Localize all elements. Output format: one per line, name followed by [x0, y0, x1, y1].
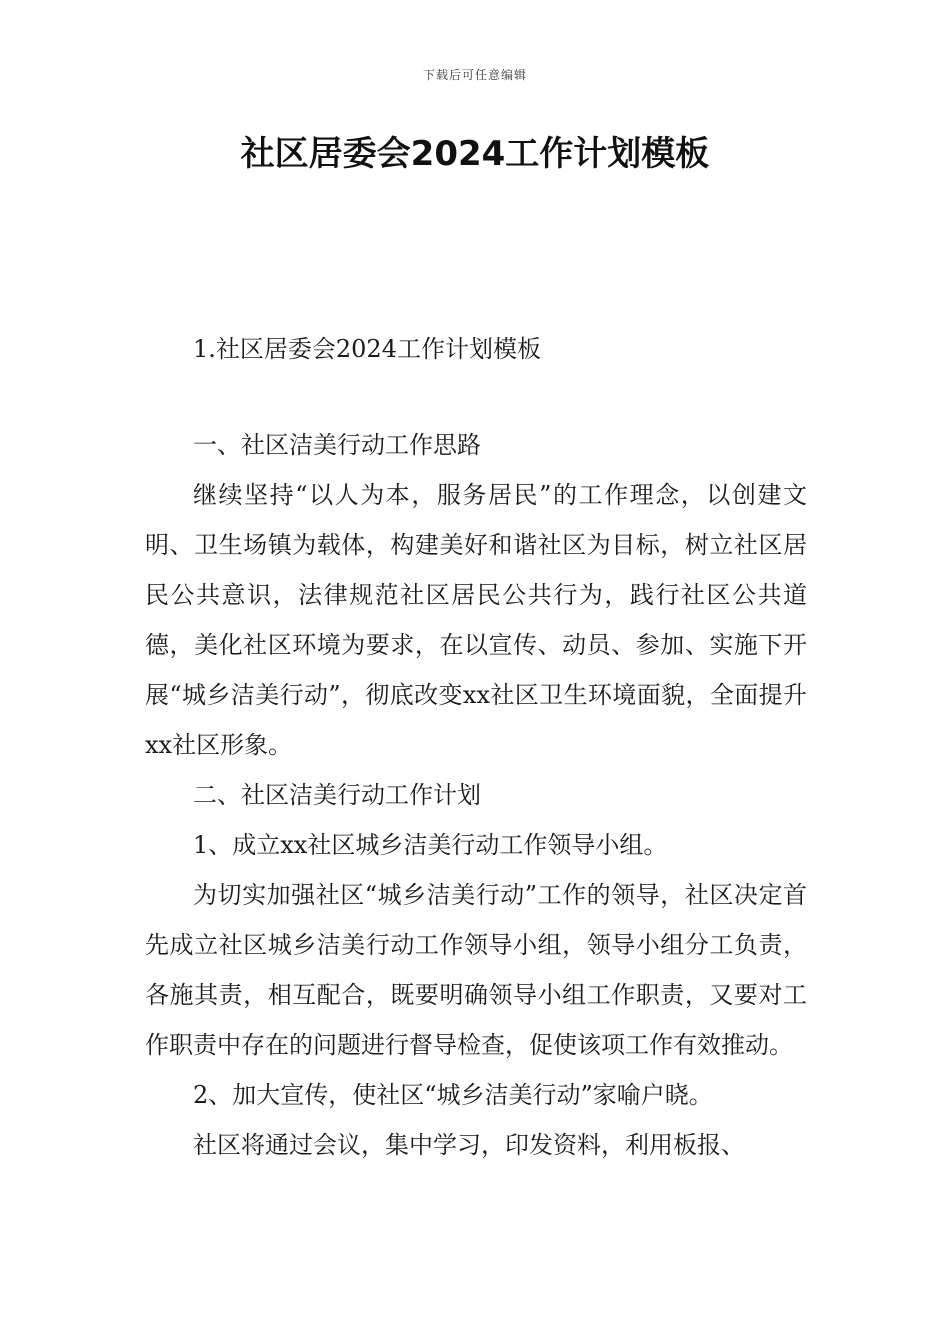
section-subtitle: 1.社区居委会2024工作计划模板 — [193, 335, 541, 363]
document-title: 社区居委会2024工作计划模板 — [240, 134, 710, 174]
list-item-heading: 2、加大宣传，使社区“城乡洁美行动”家喻户晓。 — [193, 1081, 713, 1109]
body-paragraph: 社区将通过会议，集中学习，印发资料，利用板报、 — [193, 1131, 745, 1159]
document-body — [145, 324, 807, 1170]
body-paragraph: 为切实加强社区“城乡洁美行动”工作的领导，社区决定首先成立社区城乡洁美行动工作领导小组，领导小组分工负责，各施其责，相互配合，既要明确领导小组工作职责，又要对工作职责中存在的问题进行督导检查，促使该项工作有效推动。 — [145, 881, 807, 1059]
section-heading: 二、社区洁美行动工作计划 — [193, 781, 481, 809]
page-header-note: 下载后可任意编辑 — [422, 68, 527, 82]
section-heading: 一、社区洁美行动工作思路 — [193, 431, 481, 459]
list-item-heading: 1、成立xx社区城乡洁美行动工作领导小组。 — [193, 831, 668, 859]
body-paragraph: 继续坚持“以人为本，服务居民”的工作理念，以创建文明、卫生场镇为载体，构建美好和谐社区为目标，树立社区居民公共意识，法律规范社区居民公共行为，践行社区公共道德，美化社区环境为要求，在以宣传、动员、参加、实施下开展“城乡洁美行动”，彻底改变xx社区卫生环境面貌，全面提升xx社区形象。 — [145, 481, 807, 759]
